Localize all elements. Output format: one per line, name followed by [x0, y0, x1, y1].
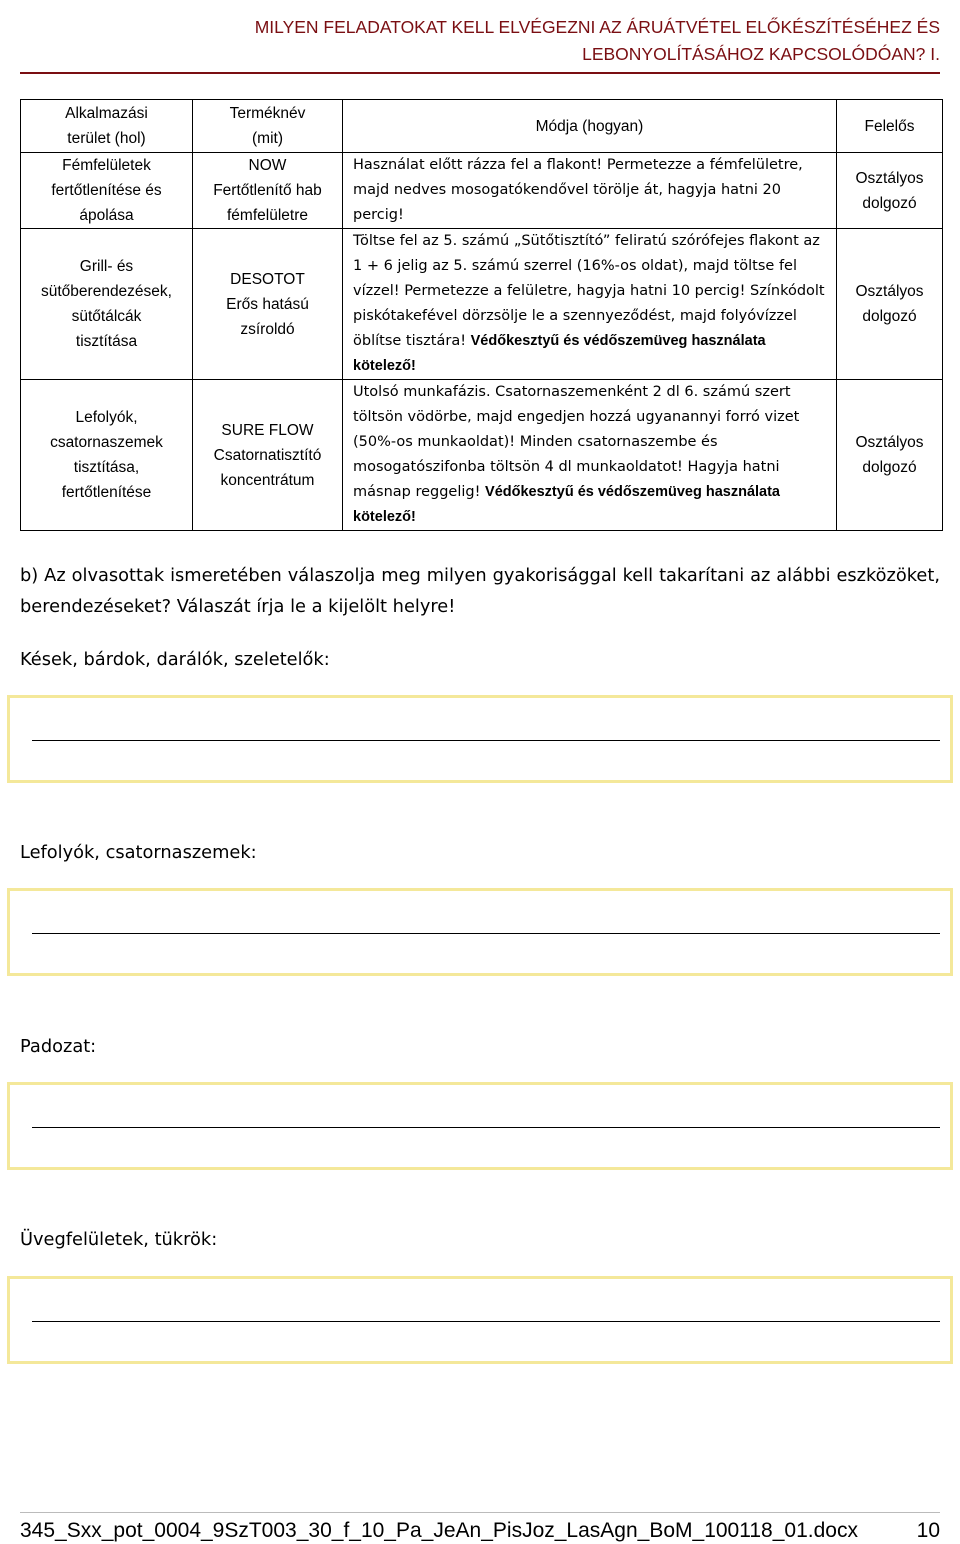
answer-label-floor: Padozat: — [20, 1036, 97, 1057]
answer-line — [32, 740, 940, 741]
cell-area: Fémfelületek fertőtlenítése és ápolása — [21, 153, 193, 229]
cell-product: SURE FLOW Csatornatisztító koncentrátum — [193, 380, 343, 531]
cell-responsible: Osztályos dolgozó — [837, 380, 943, 531]
header-line-2: LEBONYOLÍTÁSÁHOZ KAPCSOLÓDÓAN? I. — [582, 44, 940, 64]
table-row — [21, 380, 943, 531]
table-row — [21, 153, 943, 229]
footer-page-number: 10 — [916, 1519, 940, 1542]
footer-rule — [20, 1512, 940, 1513]
answer-line — [32, 933, 940, 934]
header-line-1: MILYEN FELADATOKAT KELL ELVÉGEZNI AZ ÁRUÁTVÉTEL ELŐKÉSZÍTÉSÉHEZ ÉS — [254, 17, 940, 37]
footer-filename: 345_Sxx_pot_0004_9SzT003_30_f_10_Pa_JeAn_PisJoz_LasAgn_BoM_100118_01.docx — [20, 1519, 858, 1542]
header-responsible: Felelős — [837, 100, 943, 153]
header-product: Terméknév (mit) — [193, 100, 343, 153]
method-text: Utolsó munkafázis. Csatornaszemenként 2 dl 6. számú szert töltsön vödörbe, majd engedjen hozzá ugyanannyi forró vizet (50%-os munkaoldat)! Minden csatornaszembe és mosogatószifonba töltsön 4 dl munkaoldatot! Hagyja hatni másnap reggelig! — [353, 384, 800, 500]
cell-product: NOW Fertőtlenítő hab fémfelületre — [193, 153, 343, 229]
table-row — [21, 229, 943, 380]
cell-responsible: Osztályos dolgozó — [837, 229, 943, 380]
answer-line — [32, 1321, 940, 1322]
cell-product: DESOTOT Erős hatású zsíroldó — [193, 229, 343, 380]
cleaning-table — [20, 99, 943, 531]
cell-method — [343, 229, 837, 380]
header-rule — [20, 72, 940, 74]
answer-line — [32, 1127, 940, 1128]
question-text: b) Az olvasottak ismeretében válaszolja meg milyen gyakorisággal kell takarítani az alábbi eszközöket, berendezéseket? Válaszát írja le a kijelölt helyre! — [20, 565, 940, 617]
answer-box-glass[interactable] — [7, 1276, 953, 1364]
table-header-row — [21, 100, 943, 153]
answer-box-drains[interactable] — [7, 888, 953, 976]
method-warning: Védőkesztyű és védőszemüveg használata kötelező! — [353, 484, 780, 525]
header-method: Módja (hogyan) — [343, 100, 837, 153]
answer-label-knives: Kések, bárdok, darálók, szeletelők: — [20, 649, 330, 670]
method-warning: Védőkesztyű és védőszemüveg használata kötelező! — [353, 333, 766, 374]
header-area: Alkalmazási terület (hol) — [21, 100, 193, 153]
page-header — [150, 14, 940, 68]
answer-box-knives[interactable] — [7, 695, 953, 783]
method-text: Használat előtt rázza fel a flakont! Permetezze a fémfelületre, majd nedves mosogatókendővel törölje át, hagyja hatni 20 percig! — [353, 157, 803, 223]
cell-method — [343, 380, 837, 531]
cell-area: Grill- és sütőberendezések, sütőtálcák tisztítása — [21, 229, 193, 380]
cell-area: Lefolyók, csatornaszemek tisztítása, fertőtlenítése — [21, 380, 193, 531]
answer-box-floor[interactable] — [7, 1082, 953, 1170]
cell-method — [343, 153, 837, 229]
cell-responsible: Osztályos dolgozó — [837, 153, 943, 229]
method-text: Töltse fel az 5. számú „Sütőtisztító” feliratú szórófejes flakont az 1 + 6 jelig az 5. számú szerrel (16%-os oldat), majd töltse fel vízzel! Permetezze a felületre, hagyja hatni 10 percig! Színkódolt piskótakefével dörzsölje le a szennyeződést, majd folyóvízzel öblítse tisztára! — [353, 233, 825, 349]
answer-label-glass: Üvegfelületek, tükrök: — [20, 1229, 218, 1250]
answer-label-drains: Lefolyók, csatornaszemek: — [20, 842, 257, 863]
